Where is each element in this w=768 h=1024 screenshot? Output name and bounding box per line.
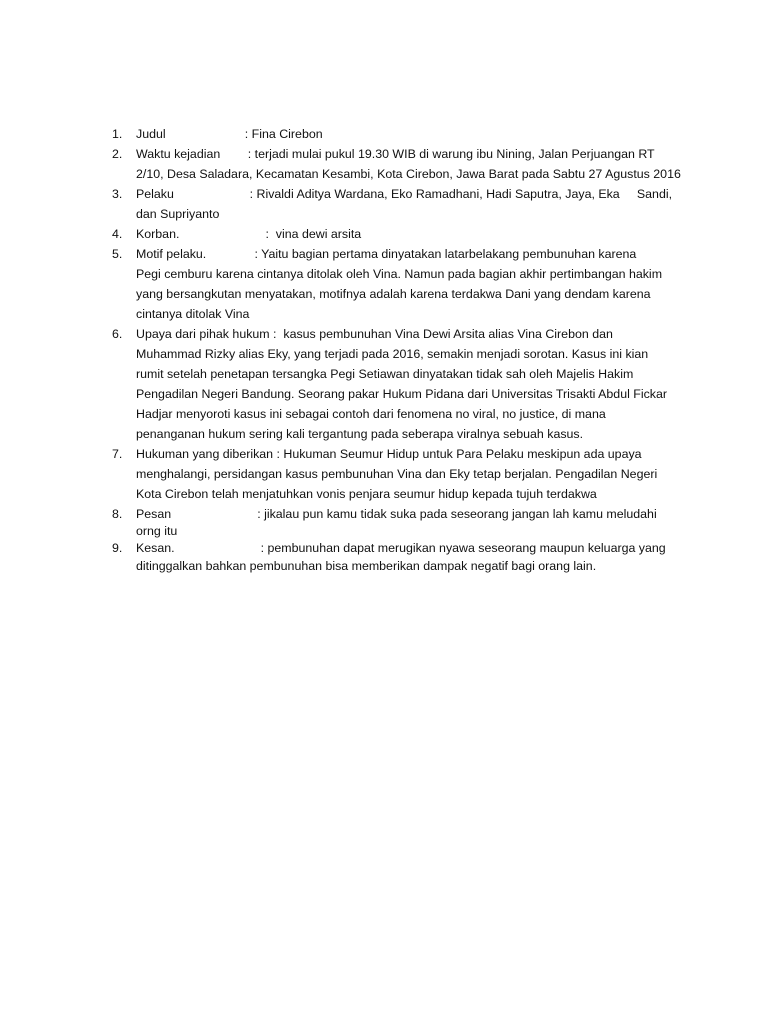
list-item-line: ditinggalkan bahkan pembunuhan bisa memberikan dampak negatif bagi orang lain. [136,559,597,573]
list-item-line: Kesan. : pembunuhan dapat merugikan nyawa seseorang maupun keluarga yang [136,541,666,555]
list-item-line: Korban. : vina dewi arsita [136,227,362,241]
list-item-line: Judul : Fina Cirebon [136,127,323,141]
list-item-line: Pengadilan Negeri Bandung. Seorang pakar Hukum Pidana dari Universitas Trisakti Abdul Fickar [136,387,668,401]
list-item-line: Waktu kejadian : terjadi mulai pukul 19.30 WIB di warung ibu Nining, Jalan Perjuangan RT [136,147,655,161]
list-item-line: Pesan : jikalau pun kamu tidak suka pada seseorang jangan lah kamu meludahi [136,507,657,521]
list-item-line: cintanya ditolak Vina [136,307,250,321]
list-item-number: 3. [112,187,123,201]
list-item-line: menghalangi, persidangan kasus pembunuhan Vina dan Eky tetap berjalan. Pengadilan Negeri [136,467,658,481]
list-item-number: 1. [112,127,123,141]
list-item-number: 2. [112,147,123,161]
list-item-line: yang bersangkutan menyatakan, motifnya adalah karena terdakwa Dani yang dendam karena [136,287,651,301]
list-item-number: 9. [112,541,123,555]
list-item-number: 8. [112,507,123,521]
list-item-number: 7. [112,447,123,461]
list-item-line: Pegi cemburu karena cintanya ditolak oleh Vina. Namun pada bagian akhir pertimbangan hakim [136,267,663,281]
list-item-number: 5. [112,247,123,261]
list-item-number: 4. [112,227,123,241]
list-item-line: Hukuman yang diberikan : Hukuman Seumur Hidup untuk Para Pelaku meskipun ada upaya [136,447,642,461]
list-item-line: 2/10, Desa Saladara, Kecamatan Kesambi, Kota Cirebon, Jawa Barat pada Sabtu 27 Agustus 2016 [136,167,681,181]
list-item-line: Muhammad Rizky alias Eky, yang terjadi pada 2016, semakin menjadi sorotan. Kasus ini kian [136,347,649,361]
list-item-line: Motif pelaku. : Yaitu bagian pertama dinyatakan latarbelakang pembunuhan karena [136,247,637,261]
list-item-line: Hadjar menyoroti kasus ini sebagai contoh dari fenomena no viral, no justice, di mana [136,407,606,421]
list-item-line: penanganan hukum sering kali tergantung pada seberapa viralnya sebuah kasus. [136,427,584,441]
list-item-line: Upaya dari pihak hukum : kasus pembunuhan Vina Dewi Arsita alias Vina Cirebon dan [136,327,613,341]
list-item-line: orng itu [136,524,178,538]
list-item-line: dan Supriyanto [136,207,220,221]
list-item-line: Pelaku : Rivaldi Aditya Wardana, Eko Ramadhani, Hadi Saputra, Jaya, Eka Sandi, [136,187,673,201]
list-item-number: 6. [112,327,123,341]
list-item-line: rumit setelah penetapan tersangka Pegi Setiawan dinyatakan tidak sah oleh Majelis Hakim [136,367,634,381]
list-item-line: Kota Cirebon telah menjatuhkan vonis penjara seumur hidup kepada tujuh terdakwa [136,487,597,501]
